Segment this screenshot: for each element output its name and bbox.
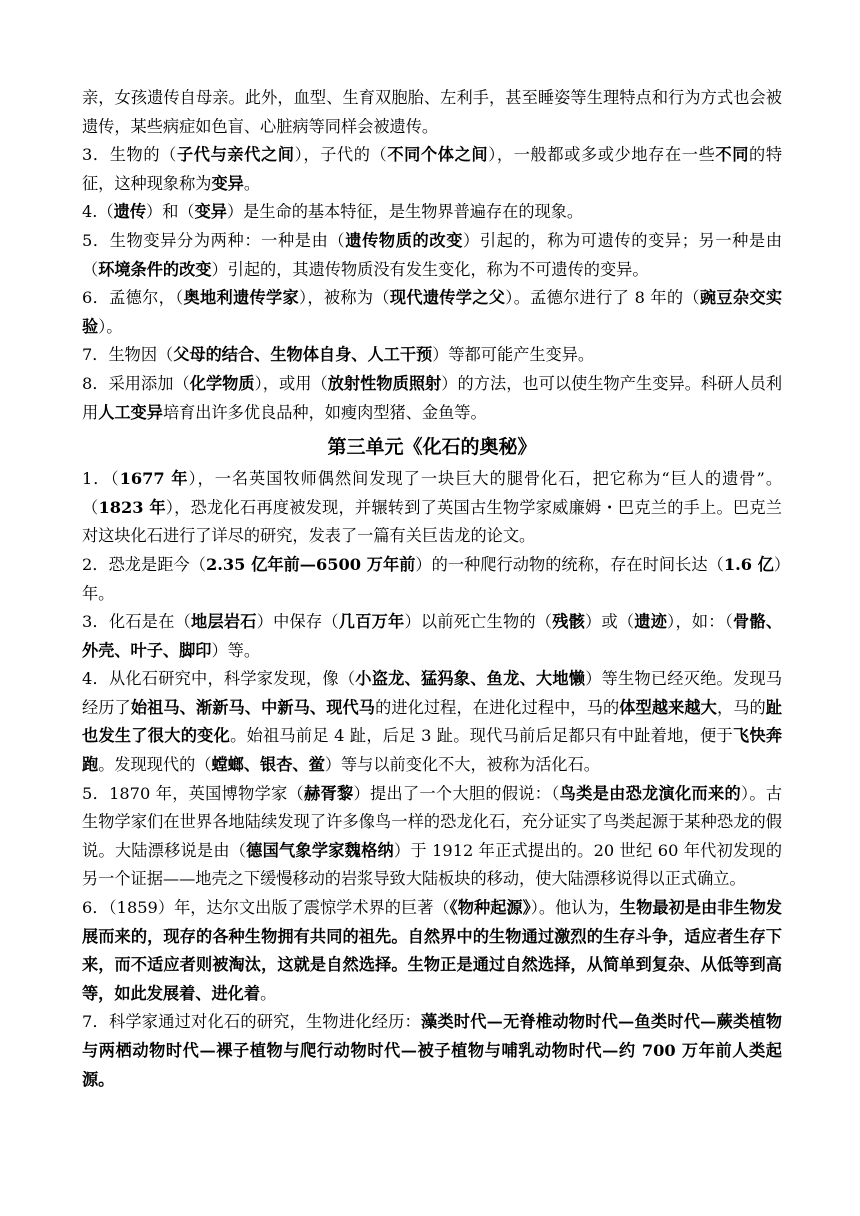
bold-text: 1823 年 [98,497,166,517]
bold-text: 遗传 [113,202,147,222]
text-run: ）中保存（ [256,612,339,632]
bold-text: 残骸 [552,612,586,632]
bold-text: 父母的结合、生物体自身、人工干预 [173,345,433,365]
unit-two-section [82,84,782,427]
text-run: 的特征，这种现象称为 [82,145,783,193]
text-run: 4．从化石研究中，科学家发现，像（ [82,669,356,689]
text-run: 5．1870 年，英国博物学家（ [82,783,305,803]
unit_three.paragraphs-paragraph [82,1008,782,1094]
text-run: 。始祖马前足 4 趾，后足 3 趾。现代马前后足都只有中趾着地，便于 [230,726,733,746]
bold-text: 生物最初是由非生物发展而来的，现存的各种生物拥有共同的祖先。自然界中的生物通过激烈的生存斗争，适应者生存下来，而不适应者则被淘汰，这就是自然选择。生物正是通过自然选择，从简单到复杂、从低等到高等，如此发展着、进化着 [82,898,782,1003]
text-run: 。 [243,173,261,193]
text-run: ）。古生物学家们在世界各地陆续发现了许多像鸟一样的恐龙化石，充分证实了鸟类起源于某种恐龙的假说。大陆漂移说是由（ [82,783,783,860]
text-run: ）引起的，其遗传物质没有发生变化，称为不可遗传的变异。 [211,259,649,279]
text-run: ）引起的，称为可遗传的变异；另一种是由（ [82,230,783,279]
unit-three-title: 第三单元《化石的奥秘》 [327,436,537,459]
text-run: ），被称为（ [298,288,390,308]
text-run: 1．（ [82,469,120,489]
bold-text: 豌豆杂交实验 [82,288,783,336]
bold-text: 《物种起源》 [449,898,531,918]
text-run: ）。他认为， [530,898,620,918]
text-run: ）和（ [146,202,195,222]
text-run: ）。 [98,316,123,336]
bold-text: 现代遗传学之父 [389,288,506,308]
text-run: ）年。 [82,554,782,603]
bold-text: 小盗龙、猛犸象、鱼龙、大地懒 [355,669,586,689]
text-run: 3．生物的（ [82,145,177,165]
text-run: ）。孟德尔进行了 8 年的（ [505,288,700,308]
unit_three.paragraphs-paragraph [82,465,782,551]
text-run: 培育出许多优良品种，如瘦肉型猪、金鱼等。 [162,402,487,422]
bold-text: 环境条件的改变 [98,259,212,279]
bold-text: 体型越来越大 [619,697,717,717]
text-run: ，马的 [716,697,766,717]
text-run: ），一名英国牧师偶然间发现了一块巨大的腿骨化石，把它称为“巨人的遗骨”。（ [82,469,783,517]
text-run: ）等。 [211,640,261,660]
bold-text: 奥地利遗传学家 [183,288,299,308]
bold-text: 化学物质 [189,373,255,393]
bold-text: 放射性物质照射 [327,373,442,393]
text-run: ）以前死亡生物的（ [404,612,553,632]
text-run: ）等都可能产生变异。 [432,345,595,365]
text-run: ），一般都或多或少地存在一些 [488,145,716,165]
text-run: 亲，女孩遗传自母亲。此外，血型、生育双胞胎、左利手，甚至睡姿等生理特点和行为方式也会被遗传，某些病症如色盲、心脏病等同样会被遗传。 [82,88,782,136]
bold-text: 德国气象学家魏格纳 [246,840,394,860]
text-run: 的进化过程，在进化过程中，马的 [375,697,620,717]
text-run: ）等与以前变化不大，被称为活化石。 [324,755,600,775]
bold-text: 始祖马、渐新马、中新马、现代马 [130,697,376,717]
bold-text: 赫胥黎 [304,783,354,803]
bold-text: 2.35 亿年前—6500 万年前 [205,554,416,574]
text-run: ），恐龙化石再度被发现，并辗转到了英国古生物学家威廉姆・巴克兰的手上。巴克兰对这块化石进行了详尽的研究，发表了一篇有关巨齿龙的论文。 [82,497,782,546]
text-run: ）等生物已经灭绝。发现马经历了 [82,669,783,717]
bold-text: 藻类时代—无脊椎动物时代—鱼类时代—蕨类植物与两栖动物时代—裸子植物与爬行动物时代—被子植物与哺乳动物时代—约 700 万年前人类起源。 [82,1012,782,1089]
text-run: 2．恐龙是距今（ [82,554,206,574]
bold-text: 不同 [715,145,750,165]
text-run: 。发现现代的（ [98,755,212,775]
bold-text: 鸟类是由恐龙演化而来的 [559,783,741,803]
text-run: ），或用（ [254,373,328,393]
text-run: ）的方法，也可以使生物产生变异。科研人员利用 [82,373,783,422]
unit_three.paragraphs-paragraph [82,894,782,1008]
text-run: 7．生物因（ [82,345,174,365]
text-run: ）或（ [585,612,635,632]
text-run: 6．孟德尔，（ [82,288,184,308]
text-run: 7．科学家通过对化石的研究，生物进化经历： [82,1012,421,1032]
text-run: ）的一种爬行动物的统称，存在时间长达（ [415,554,724,574]
bold-text: 骨骼、外壳、叶子、脚印 [82,612,783,660]
bold-text: 1.6 亿 [723,554,774,574]
unit_three.paragraphs-paragraph [82,780,782,894]
bold-text: 遗迹 [634,612,668,632]
unit_two_tail-paragraph [82,227,782,284]
unit_three.paragraphs-paragraph [82,665,782,779]
text-run: 6．（1859）年，达尔文出版了震惊学术界的巨著（ [82,898,450,918]
bold-text: 子代与亲代之间 [176,145,295,165]
unit_three.paragraphs-paragraph [82,608,782,665]
bold-text: 1677 年 [119,469,189,489]
bold-text: 几百万年 [338,612,405,632]
text-run: ），子代的（ [294,145,388,165]
text-run: 8．采用添加（ [82,373,190,393]
unit_two_tail-paragraph [82,370,782,427]
bold-text: 不同个体之间 [387,145,489,165]
bold-text: 螳螂、银杏、鲎 [211,755,325,775]
text-run: 5．生物变异分为两种：一种是由（ [82,230,346,250]
unit_two_tail-paragraph [82,341,782,370]
bold-text: 飞快奔跑 [82,726,783,775]
text-run: ）提出了一个大胆的假说：（ [353,783,560,803]
bold-text: 趾也发生了很大的变化 [82,697,782,746]
unit_two_tail-paragraph [82,141,782,198]
unit_two_tail-paragraph [82,198,782,227]
unit-three-section [82,465,782,1094]
text-run: ）于 1912 年正式提出的。20 世纪 60 年代初发现的另一个证据——地壳之下缓慢移动的岩浆导致大陆板块的移动，使大陆漂移说得以正式确立。 [82,840,783,889]
bold-text: 变异 [194,202,227,222]
text-run: 3．化石是在（ [82,612,192,632]
text-run: ）是生命的基本特征，是生物界普遍存在的现象。 [226,202,584,222]
unit_three.paragraphs-paragraph [82,551,782,608]
unit_two_tail-paragraph [82,284,782,341]
text-run: 4.（ [82,202,114,222]
bold-text: 地层岩石 [191,612,257,632]
bold-text: 人工变异 [98,402,163,422]
unit_two_tail-paragraph [82,84,782,141]
text-run: ），如：（ [667,612,734,632]
bold-text: 变异 [211,173,244,193]
bold-text: 遗传物质的改变 [345,230,464,250]
text-run: 。 [260,983,277,1003]
